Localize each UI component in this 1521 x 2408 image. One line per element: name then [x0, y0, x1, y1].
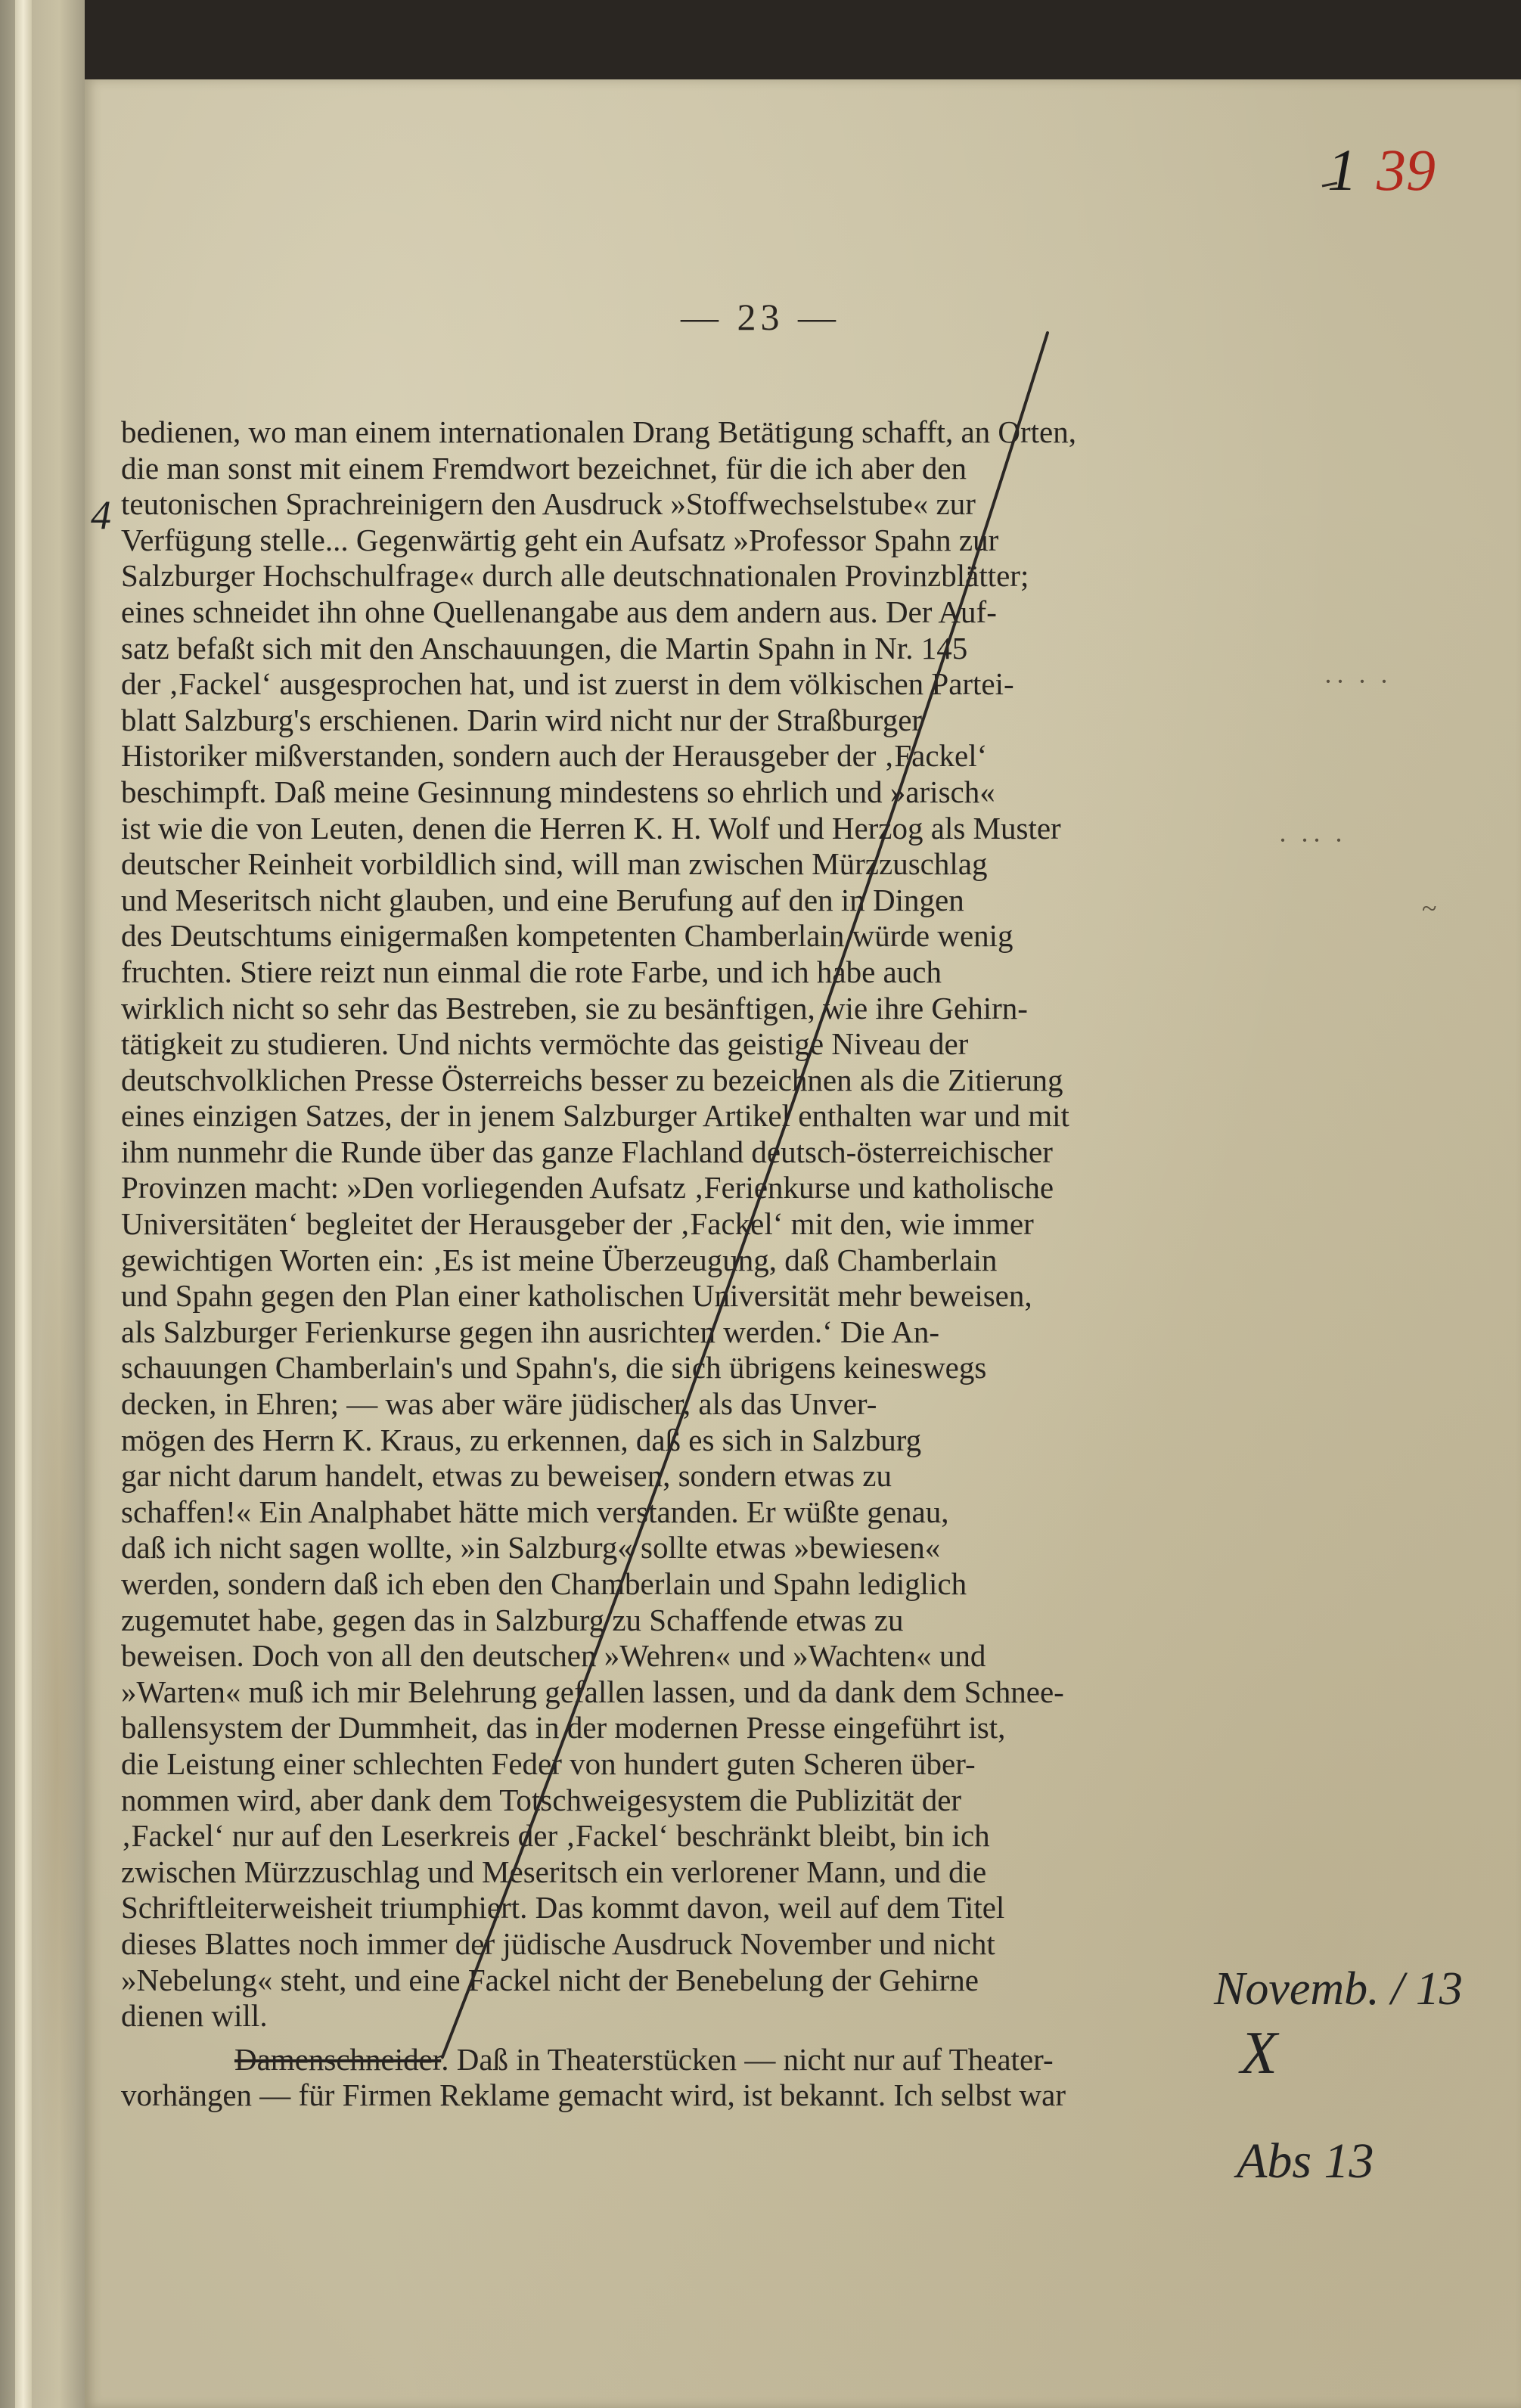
- text-line: bedienen, wo man einem internationalen Drang Betätigung schafft, an Orten,: [121, 414, 1076, 449]
- text-line: ihm nunmehr die Runde über das ganze Flachland deutsch-österreichischer: [121, 1134, 1053, 1169]
- text-line: wirklich nicht so sehr das Bestreben, sie zu besänftigen, wie ihre Gehirn-: [121, 990, 1028, 1026]
- text-line: fruchten. Stiere reizt nun einmal die rote Farbe, und ich habe auch: [121, 954, 942, 989]
- page-number: — 23 —: [681, 296, 840, 338]
- text-line: beschimpft. Daß meine Gesinnung mindestens so ehrlich und »arisch«: [121, 774, 995, 809]
- text-line: des Deutschtums einigermaßen kompetenten Chamberlain würde wenig: [121, 918, 1013, 954]
- text-line: »Warten« muß ich mir Belehrung gefallen lassen, und da dank dem Schnee-: [121, 1674, 1064, 1709]
- text-line: daß ich nicht sagen wollte, »in Salzburg« sollte etwas »bewiesen«: [121, 1530, 941, 1566]
- text-line: blatt Salzburg's erschienen. Darin wird nicht nur der Straßburger: [121, 702, 923, 737]
- text-line: beweisen. Doch von all den deutschen »Wehren« und »Wachten« und: [121, 1638, 986, 1674]
- struck-heading: Damenschneider: [234, 2041, 442, 2077]
- text-line: deutscher Reinheit vorbildlich sind, will man zwischen Mürzzuschlag: [121, 846, 988, 882]
- text-line: schaffen!« Ein Analphabet hätte mich verstanden. Er wüßte genau,: [121, 1494, 949, 1529]
- text-line: werden, sondern daß ich eben den Chamberlain und Spahn lediglich: [121, 1566, 967, 1601]
- text-line: dieses Blattes noch immer der jüdische Ausdruck November und nicht: [121, 1925, 995, 1961]
- text-line: deutschvolklichen Presse Österreichs besser zu bezeichnen als die Zitierung: [121, 1062, 1063, 1097]
- text-line: ist wie die von Leuten, denen die Herren K. H. Wolf und Herzog als Muster: [121, 810, 1061, 846]
- margin-note-november: Novemb. / 13: [1214, 1963, 1463, 2015]
- diagonal-strike-line: [442, 333, 1048, 2057]
- text-line: Historiker mißverstanden, sondern auch der Herausgeber der ‚Fackel‘: [121, 738, 988, 774]
- margin-note-cross: X: [1240, 2020, 1277, 2087]
- text-line: »Nebelung« steht, und eine Fackel nicht der Benebelung der Gehirne: [121, 1962, 979, 1997]
- folio-black: 1: [1327, 137, 1357, 203]
- margin-smudge: · ·· ·: [1278, 825, 1346, 855]
- text-line: zwischen Mürzzuschlag und Meseritsch ein verlorener Mann, und die: [121, 1854, 987, 1889]
- text-line: Universitäten‘ begleitet der Herausgeber der ‚Fackel‘ mit den, wie immer: [121, 1206, 1034, 1242]
- text-line: dienen will.: [121, 1998, 268, 2034]
- text-line: nommen wird, aber dank dem Totschweigesystem die Publizität der: [121, 1782, 962, 1817]
- left-margin-mark: 4: [91, 492, 111, 538]
- text-line: decken, in Ehren; — was aber wäre jüdischer, als das Unver-: [121, 1386, 877, 1422]
- text-line: ‚Fackel‘ nur auf den Leserkreis der ‚Fackel‘ beschränkt bleibt, bin ich: [121, 1818, 990, 1854]
- margin-smudge: ~: [1422, 893, 1440, 923]
- margin-smudge: ·· · ·: [1324, 666, 1392, 697]
- text-line: als Salzburger Ferienkurse gegen ihn ausrichten werden.‘ Die An-: [121, 1314, 939, 1349]
- text-line: eines einzigen Satzes, der in jenem Salzburger Artikel enthalten war und mit: [121, 1098, 1069, 1134]
- text-line: zugemutet habe, gegen das in Salzburg zu Schaffende etwas zu: [121, 1602, 904, 1637]
- text-line: und Meseritsch nicht glauben, und eine Berufung auf den in Dingen: [121, 882, 964, 917]
- margin-note-abs: Abs 13: [1237, 2133, 1374, 2189]
- text-line: vorhängen — für Firmen Reklame gemacht wird, ist bekannt. Ich selbst war: [121, 2078, 1066, 2113]
- text-line: satz befaßt sich mit den Anschauungen, die Martin Spahn in Nr. 145: [121, 630, 968, 666]
- folio-underline: [1322, 183, 1337, 186]
- text-line: mögen des Herrn K. Kraus, zu erkennen, daß es sich in Salzburg: [121, 1422, 922, 1457]
- text-line: ballensystem der Dummheit, das in der modernen Presse eingeführt ist,: [121, 1710, 1006, 1745]
- text-line: die Leistung einer schlechten Feder von hundert guten Scheren über-: [121, 1745, 976, 1781]
- text-line: eines schneidet ihn ohne Quellenangabe aus dem andern aus. Der Auf-: [121, 594, 997, 629]
- text-line: gewichtigen Worten ein: ‚Es ist meine Überzeugung, daß Chamberlain: [121, 1242, 998, 1277]
- text-line: Schriftleiterweisheit triumphiert. Das kommt davon, weil auf dem Titel: [121, 1890, 1005, 1925]
- text-line: tätigkeit zu studieren. Und nichts vermöchte das geistige Niveau der: [121, 1026, 969, 1062]
- text-line: teutonischen Sprachreinigern den Ausdruck »Stoffwechselstube« zur: [121, 486, 976, 522]
- text-line: Verfügung stelle... Gegenwärtig geht ein Aufsatz »Professor Spahn zur: [121, 522, 999, 557]
- text-line: schauungen Chamberlain's und Spahn's, die sich übrigens keineswegs: [121, 1350, 987, 1386]
- text-fragment: . Daß in Theaterstücken — nicht nur auf Theater-: [441, 2041, 1054, 2077]
- text-line: gar nicht darum handelt, etwas zu beweisen, sondern etwas zu: [121, 1458, 892, 1494]
- text-line: Provinzen macht: »Den vorliegenden Aufsatz ‚Ferienkurse und katholische: [121, 1170, 1054, 1206]
- text-line: der ‚Fackel‘ ausgesprochen hat, und ist zuerst in dem völkischen Partei-: [121, 666, 1014, 702]
- folio-red: 39: [1377, 137, 1436, 203]
- text-line: Salzburger Hochschulfrage« durch alle deutschnationalen Provinzblätter;: [121, 558, 1029, 594]
- text-line: und Spahn gegen den Plan einer katholischen Universität mehr beweisen,: [121, 1278, 1032, 1314]
- text-line: die man sonst mit einem Fremdwort bezeichnet, für die ich aber den: [121, 450, 967, 486]
